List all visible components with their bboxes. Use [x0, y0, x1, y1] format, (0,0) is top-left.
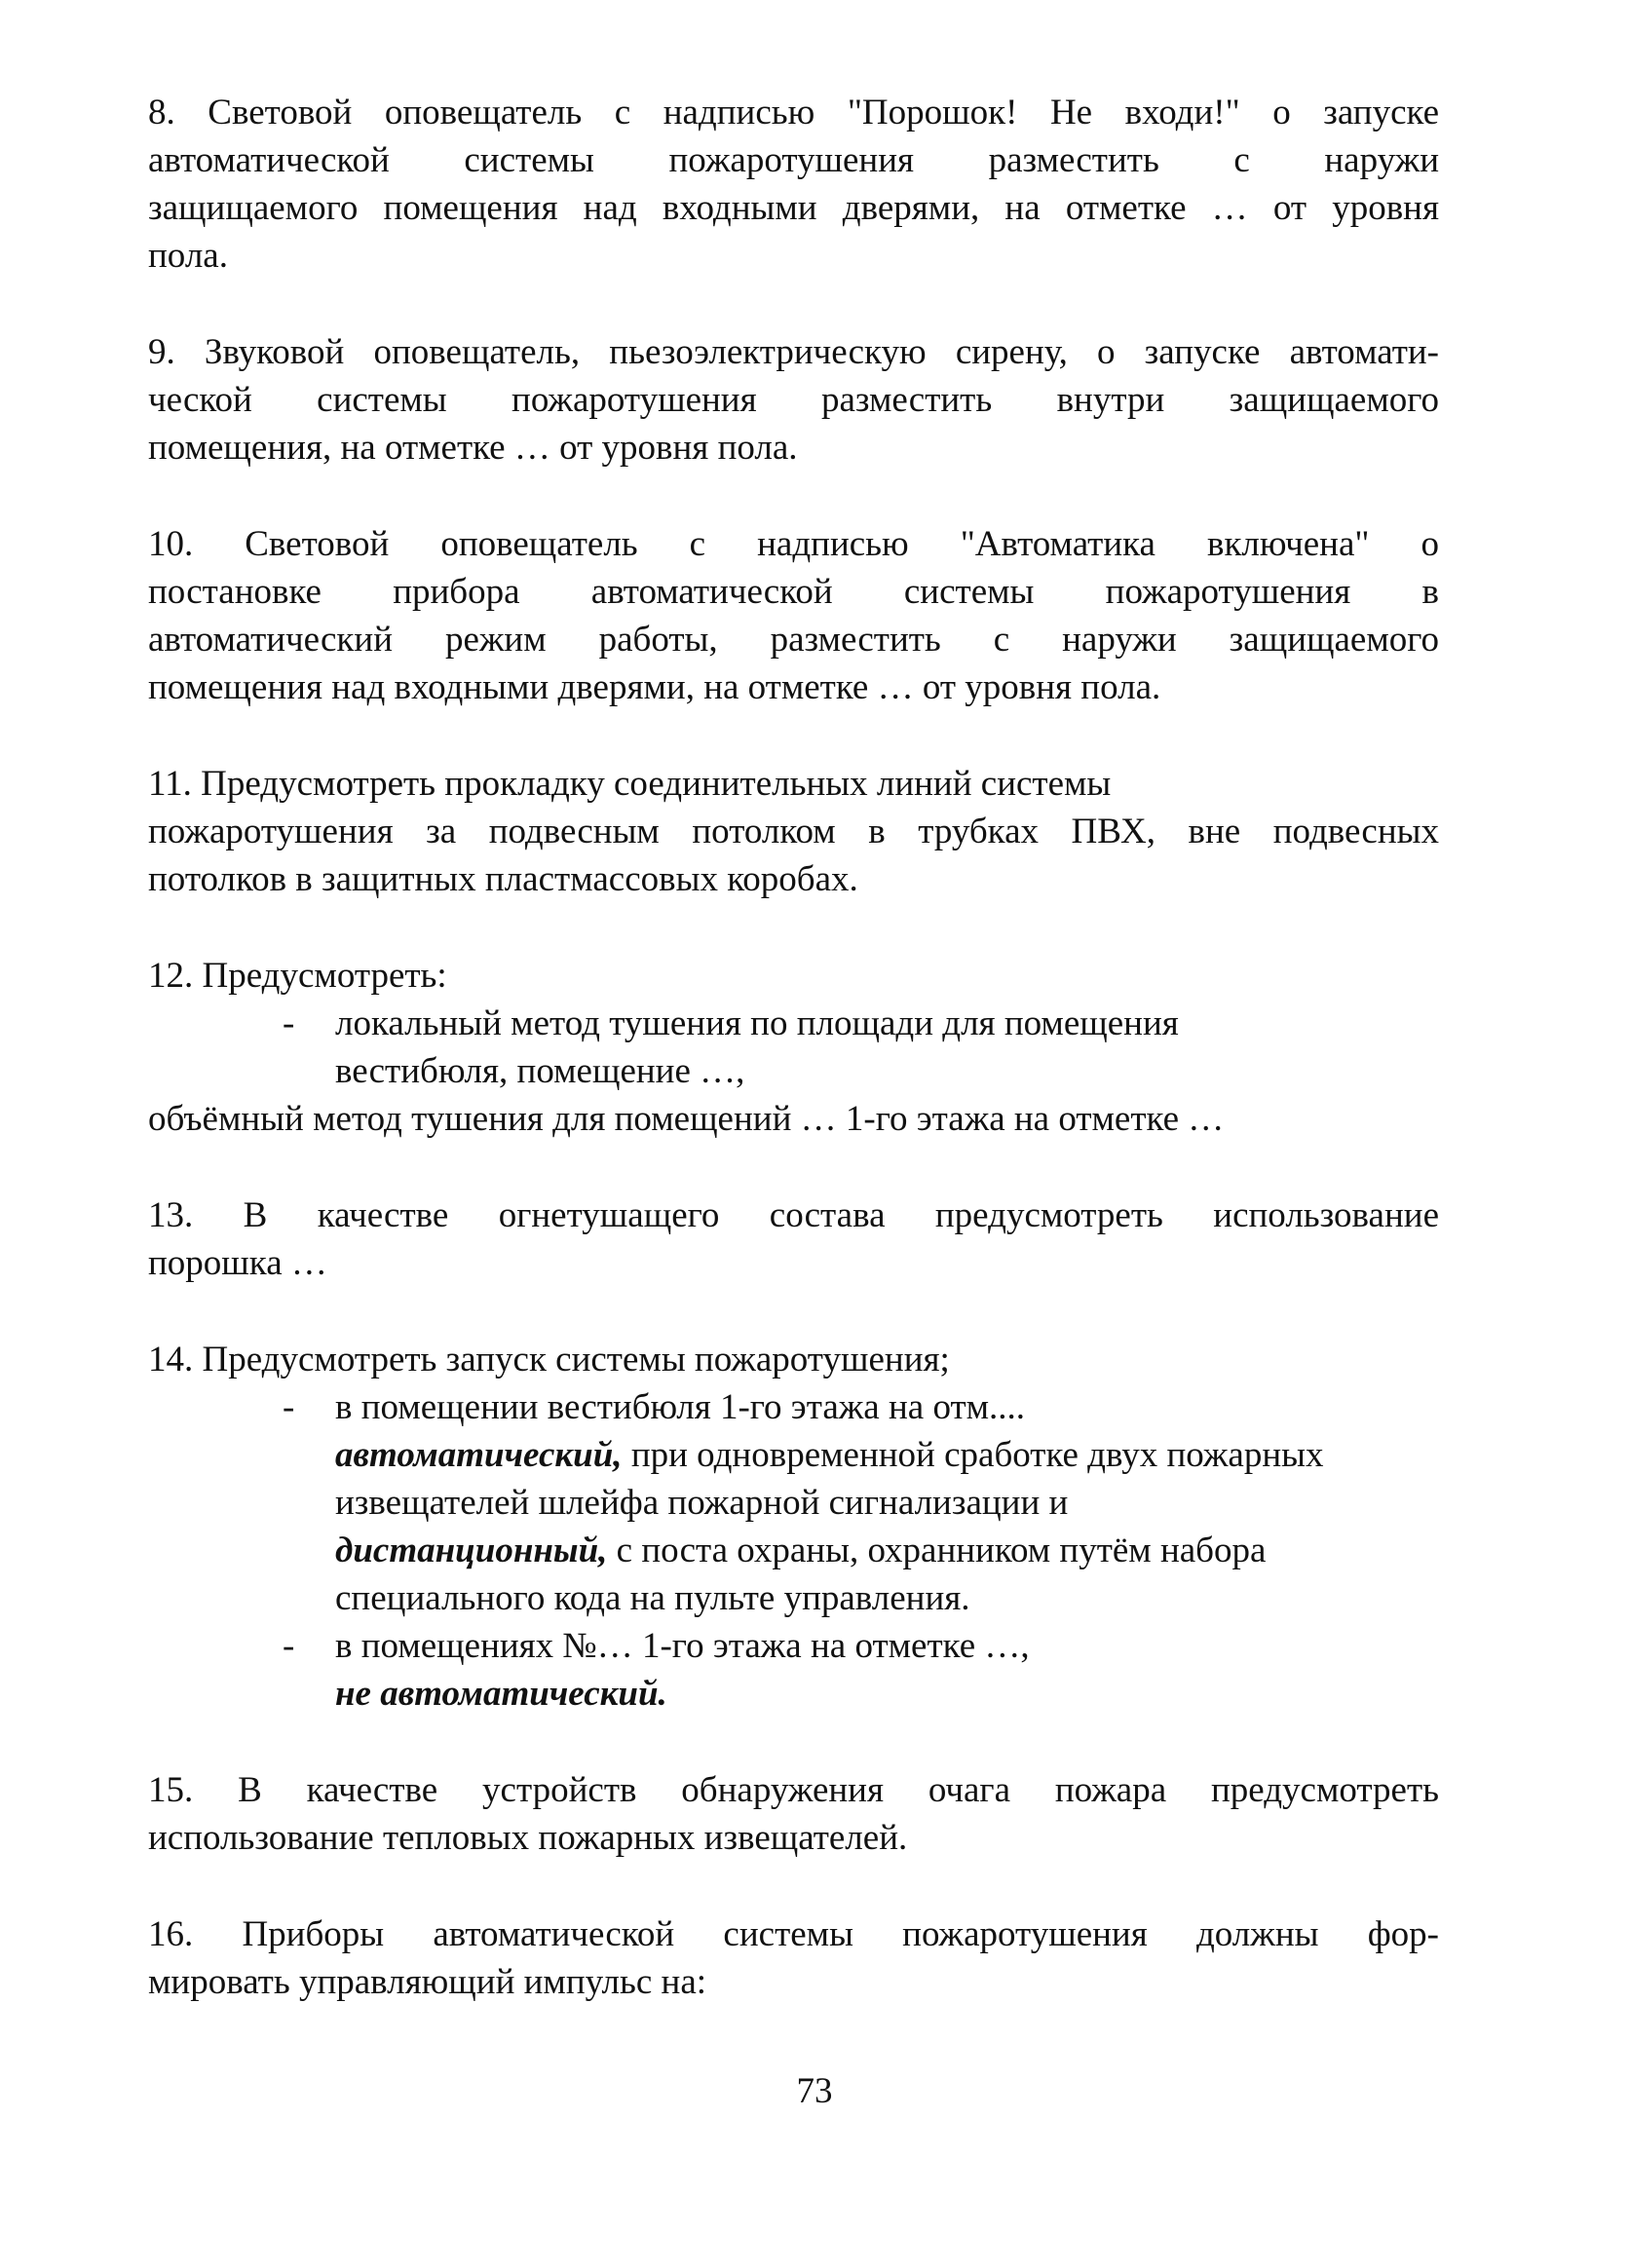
page-number: 73: [796, 2071, 833, 2111]
item-9-line-3: помещения, на отметке … от уровня пола.: [148, 428, 798, 468]
item-10-line-2: постановке прибора автоматической системы пожаротушения в: [148, 572, 1439, 612]
item-8-line-4: пола.: [148, 236, 228, 276]
item-10-line-3: автоматический режим работы, разместить с наружи защищаемого: [148, 620, 1439, 660]
item-16-line-1: 16. Приборы автоматической системы пожаротушения должны фор-: [148, 1914, 1439, 1954]
item-14-bullet-1-line-5: специального кода на пульте управления.: [335, 1578, 970, 1618]
item-9-line-1: 9. Звуковой оповещатель, пьезоэлектрическую сирену, о запуске автомати-: [148, 332, 1439, 372]
item-10-line-1: 10. Световой оповещатель с надписью "Автоматика включена" о: [148, 524, 1439, 564]
item-16-line-2: мировать управляющий импульс на:: [148, 1962, 707, 2002]
item-14-bullet-1-line-3: извещателей шлейфа пожарной сигнализации и: [335, 1483, 1069, 1523]
item-14-bullet-1-line-1: в помещении вестибюля 1-го этажа на отм....: [335, 1387, 1026, 1427]
item-11-line-1: 11. Предусмотреть прокладку соединительных линий системы: [148, 764, 1112, 804]
item-13-line-2: порошка …: [148, 1243, 327, 1283]
item-12-bullet-line-1: локальный метод тушения по площади для помещения: [335, 1003, 1179, 1043]
item-8-line-2: автоматической системы пожаротушения разместить с наружи: [148, 140, 1439, 180]
item-13-line-1: 13. В качестве огнетушащего состава предусмотреть использование: [148, 1195, 1439, 1235]
item-12-bullet-dash: -: [283, 1003, 295, 1043]
item-12-line-1: 12. Предусмотреть:: [148, 956, 447, 996]
item-8-line-3: защищаемого помещения над входными дверями, на отметке … от уровня: [148, 188, 1439, 228]
emphasis-not-automatic: не автоматический.: [335, 1674, 667, 1714]
emphasis-automatic: автоматический,: [335, 1435, 623, 1475]
item-14-bullet-1-dash: -: [283, 1387, 295, 1427]
item-12-line-4: объёмный метод тушения для помещений … 1-го этажа на отметке …: [148, 1099, 1225, 1139]
item-14-bullet-2-dash: -: [283, 1626, 295, 1666]
item-14-line-1: 14. Предусмотреть запуск системы пожаротушения;: [148, 1340, 950, 1380]
emphasis-remote: дистанционный,: [335, 1531, 608, 1570]
item-10-line-4: помещения над входными дверями, на отметке … от уровня пола.: [148, 667, 1161, 707]
item-15-line-1: 15. В качестве устройств обнаружения очага пожара предусмотреть: [148, 1770, 1439, 1810]
item-11-line-2: пожаротушения за подвесным потолком в трубках ПВХ, вне подвесных: [148, 812, 1439, 851]
item-9-line-2: ческой системы пожаротушения разместить внутри защищаемого: [148, 380, 1439, 420]
text-segment: при одновременной сработке двух пожарных: [622, 1435, 1324, 1475]
item-14-bullet-1-line-4: [335, 1528, 1439, 1574]
item-15-line-2: использование тепловых пожарных извещателей.: [148, 1818, 908, 1858]
item-14-bullet-2-line-1: в помещениях №… 1-го этажа на отметке …,: [335, 1626, 1030, 1666]
item-8-line-1: 8. Световой оповещатель с надписью "Порошок! Не входи!" о запуске: [148, 93, 1439, 132]
item-11-line-3: потолков в защитных пластмассовых коробах.: [148, 859, 858, 899]
text-segment: с поста охраны, охранником путём набора: [607, 1531, 1267, 1570]
item-12-bullet-line-2: вестибюля, помещение …,: [335, 1051, 745, 1091]
item-14-bullet-1-line-2: [335, 1432, 1439, 1479]
